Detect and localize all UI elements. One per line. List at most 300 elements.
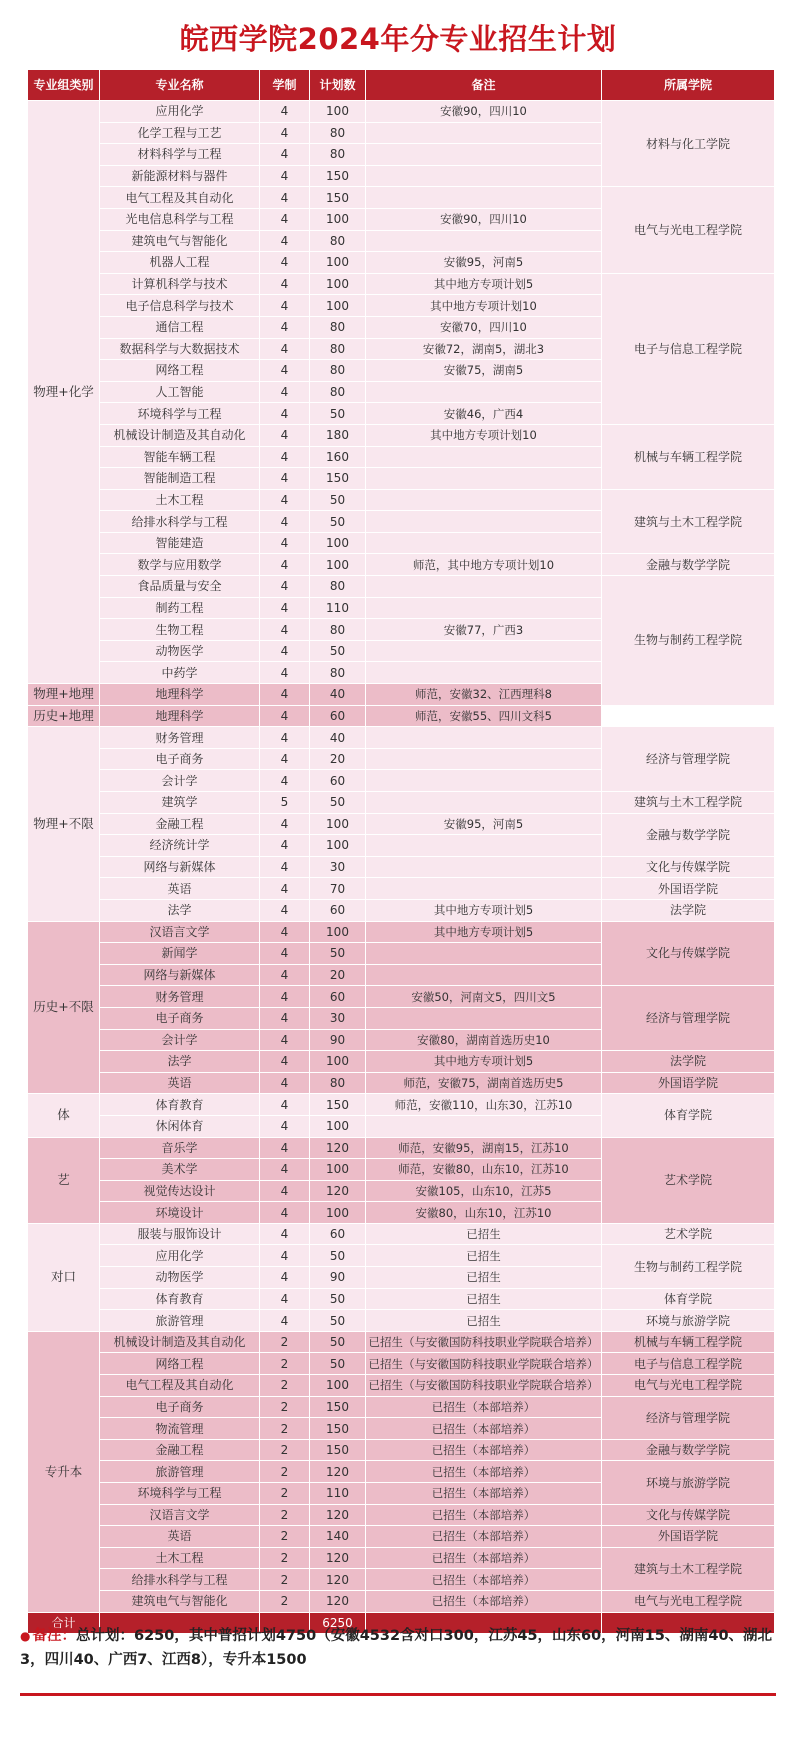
table-row (28, 1223, 775, 1245)
major-name-cell: 机器人工程 (100, 252, 260, 274)
remarks-cell: 已招生（本部培养） (366, 1526, 602, 1548)
college-cell: 金融与数学学院 (602, 554, 775, 576)
table-row (28, 101, 775, 123)
plan-count-cell: 100 (310, 554, 366, 576)
major-name-cell: 动物医学 (100, 640, 260, 662)
header-plan-count: 计划数 (310, 70, 366, 101)
header-remarks: 备注 (366, 70, 602, 101)
remarks-cell (366, 381, 602, 403)
remarks-cell: 师范，安徽80，山东10，江苏10 (366, 1159, 602, 1181)
duration-cell: 4 (260, 813, 310, 835)
remarks-cell: 安徽77，广西3 (366, 619, 602, 641)
duration-cell: 4 (260, 597, 310, 619)
remarks-cell: 其中地方专项计划5 (366, 1051, 602, 1073)
college-cell: 生物与制药工程学院 (602, 1245, 775, 1288)
table-row (28, 424, 775, 446)
remarks-cell: 安徽80，湖南首选历史10 (366, 1029, 602, 1051)
major-name-cell: 经济统计学 (100, 835, 260, 857)
plan-count-cell: 150 (310, 1396, 366, 1418)
plan-count-cell: 70 (310, 878, 366, 900)
remarks-cell (366, 1007, 602, 1029)
remarks-cell: 安徽75，湖南5 (366, 360, 602, 382)
remarks-cell (366, 835, 602, 857)
group-category-cell: 物理+化学 (28, 101, 100, 684)
college-cell: 金融与数学学院 (602, 813, 775, 856)
plan-count-cell: 80 (310, 381, 366, 403)
group-category-cell: 体 (28, 1094, 100, 1137)
enrollment-plan-table (27, 69, 775, 1634)
bottom-divider (20, 1693, 776, 1696)
major-name-cell: 视觉传达设计 (100, 1180, 260, 1202)
table-row (28, 1375, 775, 1397)
plan-count-cell: 100 (310, 1051, 366, 1073)
remarks-cell (366, 856, 602, 878)
major-name-cell: 建筑电气与智能化 (100, 1590, 260, 1612)
remarks-cell (366, 144, 602, 166)
plan-count-cell: 120 (310, 1180, 366, 1202)
major-name-cell: 法学 (100, 899, 260, 921)
remarks-cell: 其中地方专项计划10 (366, 424, 602, 446)
plan-count-cell: 120 (310, 1569, 366, 1591)
duration-cell: 4 (260, 619, 310, 641)
duration-cell: 4 (260, 640, 310, 662)
header-group-category: 专业组类别 (28, 70, 100, 101)
major-name-cell: 英语 (100, 1526, 260, 1548)
remarks-cell (366, 662, 602, 684)
major-name-cell: 中药学 (100, 662, 260, 684)
table-row (28, 1547, 775, 1569)
major-name-cell: 人工智能 (100, 381, 260, 403)
remarks-cell: 安徽90，四川10 (366, 101, 602, 123)
major-name-cell: 智能建造 (100, 532, 260, 554)
college-cell: 电子与信息工程学院 (602, 273, 775, 424)
college-cell: 生物与制药工程学院 (602, 576, 775, 706)
plan-count-cell: 120 (310, 1504, 366, 1526)
duration-cell: 4 (260, 381, 310, 403)
remarks-cell (366, 187, 602, 209)
duration-cell: 2 (260, 1483, 310, 1505)
duration-cell: 2 (260, 1526, 310, 1548)
plan-count-cell: 40 (310, 727, 366, 749)
total-label: 合计 (28, 1612, 100, 1633)
remarks-cell: 安徽50，河南文5，四川文5 (366, 986, 602, 1008)
duration-cell: 4 (260, 1180, 310, 1202)
duration-cell: 4 (260, 1029, 310, 1051)
major-name-cell: 法学 (100, 1051, 260, 1073)
table-row (28, 1504, 775, 1526)
remarks-cell: 师范，安徽32、江西理科8 (366, 684, 602, 706)
duration-cell: 4 (260, 468, 310, 490)
plan-count-cell: 180 (310, 424, 366, 446)
major-name-cell: 环境设计 (100, 1202, 260, 1224)
table-row (28, 1331, 775, 1353)
plan-count-cell: 90 (310, 1267, 366, 1289)
plan-count-cell: 80 (310, 230, 366, 252)
major-name-cell: 电气工程及其自动化 (100, 1375, 260, 1397)
duration-cell: 4 (260, 1245, 310, 1267)
remarks-cell (366, 597, 602, 619)
plan-count-cell: 100 (310, 273, 366, 295)
remarks-cell: 安徽95，河南5 (366, 813, 602, 835)
college-cell: 建筑与土木工程学院 (602, 792, 775, 814)
duration-cell: 4 (260, 899, 310, 921)
plan-count-cell: 100 (310, 208, 366, 230)
remarks-cell (366, 230, 602, 252)
duration-cell: 4 (260, 144, 310, 166)
college-cell: 法学院 (602, 899, 775, 921)
table-row (28, 273, 775, 295)
remarks-cell (366, 878, 602, 900)
plan-count-cell: 50 (310, 792, 366, 814)
college-cell: 法学院 (602, 1051, 775, 1073)
major-name-cell: 应用化学 (100, 1245, 260, 1267)
duration-cell: 4 (260, 532, 310, 554)
college-cell: 经济与管理学院 (602, 986, 775, 1051)
table-row (28, 1072, 775, 1094)
plan-count-cell: 100 (310, 252, 366, 274)
remarks-cell (366, 122, 602, 144)
plan-count-cell: 120 (310, 1590, 366, 1612)
major-name-cell: 动物医学 (100, 1267, 260, 1289)
major-name-cell: 环境科学与工程 (100, 403, 260, 425)
duration-cell: 4 (260, 1202, 310, 1224)
remarks-cell: 已招生 (366, 1267, 602, 1289)
duration-cell: 2 (260, 1353, 310, 1375)
college-cell: 机械与车辆工程学院 (602, 424, 775, 489)
duration-cell: 4 (260, 446, 310, 468)
major-name-cell: 建筑电气与智能化 (100, 230, 260, 252)
footnote-label: 备注： (32, 1628, 76, 1644)
college-cell: 文化与传媒学院 (602, 921, 775, 986)
major-name-cell: 建筑学 (100, 792, 260, 814)
duration-cell: 4 (260, 101, 310, 123)
major-name-cell: 数学与应用数学 (100, 554, 260, 576)
table-row (28, 792, 775, 814)
duration-cell: 4 (260, 122, 310, 144)
remarks-cell (366, 640, 602, 662)
remarks-cell: 已招生（本部培养） (366, 1439, 602, 1461)
major-name-cell: 财务管理 (100, 727, 260, 749)
remarks-cell: 已招生（本部培养） (366, 1569, 602, 1591)
college-cell: 机械与车辆工程学院 (602, 1331, 775, 1353)
college-cell: 体育学院 (602, 1288, 775, 1310)
remarks-cell: 已招生（与安徽国防科技职业学院联合培养） (366, 1353, 602, 1375)
plan-count-cell: 20 (310, 748, 366, 770)
duration-cell: 4 (260, 1223, 310, 1245)
duration-cell: 2 (260, 1569, 310, 1591)
duration-cell: 2 (260, 1590, 310, 1612)
remarks-cell: 已招生（本部培养） (366, 1590, 602, 1612)
table-row (28, 1396, 775, 1418)
major-name-cell: 体育教育 (100, 1094, 260, 1116)
plan-count-cell: 100 (310, 1202, 366, 1224)
table-row (28, 1051, 775, 1073)
major-name-cell: 金融工程 (100, 1439, 260, 1461)
college-cell: 环境与旅游学院 (602, 1310, 775, 1332)
remarks-cell: 安徽105，山东10，江苏5 (366, 1180, 602, 1202)
duration-cell: 4 (260, 316, 310, 338)
bullet-icon: ● (20, 1629, 31, 1643)
plan-count-cell: 40 (310, 684, 366, 706)
college-cell: 材料与化工学院 (602, 101, 775, 187)
plan-count-cell: 80 (310, 316, 366, 338)
major-name-cell: 物流管理 (100, 1418, 260, 1440)
plan-count-cell: 30 (310, 1007, 366, 1029)
major-name-cell: 机械设计制造及其自动化 (100, 424, 260, 446)
duration-cell: 4 (260, 1007, 310, 1029)
remarks-cell: 安徽72，湖南5，湖北3 (366, 338, 602, 360)
table-body (28, 101, 775, 1613)
duration-cell: 4 (260, 1137, 310, 1159)
plan-count-cell: 50 (310, 511, 366, 533)
major-name-cell: 音乐学 (100, 1137, 260, 1159)
table-header-row (28, 70, 775, 101)
plan-count-cell: 120 (310, 1137, 366, 1159)
college-cell: 艺术学院 (602, 1137, 775, 1223)
college-cell: 电子与信息工程学院 (602, 1353, 775, 1375)
table-row (28, 489, 775, 511)
college-cell: 外国语学院 (602, 1526, 775, 1548)
major-name-cell: 英语 (100, 878, 260, 900)
duration-cell: 2 (260, 1461, 310, 1483)
duration-cell: 4 (260, 1159, 310, 1181)
duration-cell: 4 (260, 1310, 310, 1332)
plan-count-cell: 110 (310, 1483, 366, 1505)
remarks-cell: 已招生 (366, 1288, 602, 1310)
plan-count-cell: 60 (310, 899, 366, 921)
duration-cell: 4 (260, 705, 310, 727)
remarks-cell (366, 489, 602, 511)
remarks-cell: 安徽70，四川10 (366, 316, 602, 338)
remarks-cell (366, 165, 602, 187)
remarks-cell: 师范，安徽95，湖南15，江苏10 (366, 1137, 602, 1159)
header-duration: 学制 (260, 70, 310, 101)
college-cell: 环境与旅游学院 (602, 1461, 775, 1504)
plan-count-cell: 100 (310, 532, 366, 554)
major-name-cell: 汉语言文学 (100, 1504, 260, 1526)
major-name-cell: 制药工程 (100, 597, 260, 619)
plan-count-cell: 110 (310, 597, 366, 619)
plan-count-cell: 100 (310, 1115, 366, 1137)
major-name-cell: 食品质量与安全 (100, 576, 260, 598)
remarks-cell (366, 468, 602, 490)
table-row (28, 1461, 775, 1483)
duration-cell: 4 (260, 230, 310, 252)
remarks-cell: 已招生（本部培养） (366, 1504, 602, 1526)
major-name-cell: 会计学 (100, 770, 260, 792)
duration-cell: 2 (260, 1418, 310, 1440)
group-category-cell: 艺 (28, 1137, 100, 1223)
remarks-cell: 已招生（本部培养） (366, 1547, 602, 1569)
plan-count-cell: 150 (310, 165, 366, 187)
major-name-cell: 给排水科学与工程 (100, 511, 260, 533)
major-name-cell: 美术学 (100, 1159, 260, 1181)
remarks-cell: 已招生（本部培养） (366, 1418, 602, 1440)
major-name-cell: 环境科学与工程 (100, 1483, 260, 1505)
table-row (28, 878, 775, 900)
footnote (20, 1624, 780, 1672)
duration-cell: 5 (260, 792, 310, 814)
table-row (28, 1310, 775, 1332)
remarks-cell (366, 748, 602, 770)
plan-count-cell: 150 (310, 468, 366, 490)
major-name-cell: 网络工程 (100, 1353, 260, 1375)
major-name-cell: 材料科学与工程 (100, 144, 260, 166)
duration-cell: 2 (260, 1331, 310, 1353)
major-name-cell: 体育教育 (100, 1288, 260, 1310)
major-name-cell: 旅游管理 (100, 1461, 260, 1483)
plan-count-cell: 140 (310, 1526, 366, 1548)
major-name-cell: 数据科学与大数据技术 (100, 338, 260, 360)
table-row (28, 1353, 775, 1375)
major-name-cell: 金融工程 (100, 813, 260, 835)
duration-cell: 4 (260, 1051, 310, 1073)
plan-count-cell: 100 (310, 835, 366, 857)
remarks-cell (366, 532, 602, 554)
table-row (28, 554, 775, 576)
plan-count-cell: 50 (310, 489, 366, 511)
plan-count-cell: 50 (310, 403, 366, 425)
duration-cell: 4 (260, 1267, 310, 1289)
college-cell: 体育学院 (602, 1094, 775, 1137)
plan-count-cell: 80 (310, 1072, 366, 1094)
table-row (28, 1526, 775, 1548)
header-college: 所属学院 (602, 70, 775, 101)
remarks-cell: 已招生（本部培养） (366, 1396, 602, 1418)
major-name-cell: 英语 (100, 1072, 260, 1094)
major-name-cell: 旅游管理 (100, 1310, 260, 1332)
plan-count-cell: 60 (310, 705, 366, 727)
duration-cell: 4 (260, 748, 310, 770)
duration-cell: 4 (260, 1115, 310, 1137)
duration-cell: 2 (260, 1375, 310, 1397)
plan-count-cell: 120 (310, 1547, 366, 1569)
duration-cell: 4 (260, 835, 310, 857)
remarks-cell (366, 446, 602, 468)
remarks-cell: 师范，其中地方专项计划10 (366, 554, 602, 576)
plan-count-cell: 50 (310, 1331, 366, 1353)
group-category-cell: 专升本 (28, 1331, 100, 1612)
duration-cell: 4 (260, 986, 310, 1008)
header-major-name: 专业名称 (100, 70, 260, 101)
table-row (28, 705, 775, 727)
major-name-cell: 光电信息科学与工程 (100, 208, 260, 230)
plan-count-cell: 50 (310, 943, 366, 965)
duration-cell: 4 (260, 1094, 310, 1116)
remarks-cell (366, 576, 602, 598)
duration-cell: 4 (260, 1288, 310, 1310)
major-name-cell: 电气工程及其自动化 (100, 187, 260, 209)
major-name-cell: 生物工程 (100, 619, 260, 641)
plan-count-cell: 60 (310, 1223, 366, 1245)
remarks-cell: 已招生（本部培养） (366, 1461, 602, 1483)
table-row (28, 856, 775, 878)
table-row (28, 1245, 775, 1267)
group-category-cell: 物理+不限 (28, 727, 100, 921)
duration-cell: 4 (260, 252, 310, 274)
remarks-cell: 师范，安徽75，湖南首选历史5 (366, 1072, 602, 1094)
major-name-cell: 电子商务 (100, 1396, 260, 1418)
major-name-cell: 土木工程 (100, 489, 260, 511)
duration-cell: 4 (260, 921, 310, 943)
college-cell: 文化与传媒学院 (602, 1504, 775, 1526)
plan-count-cell: 80 (310, 144, 366, 166)
remarks-cell: 安徽80，山东10，江苏10 (366, 1202, 602, 1224)
major-name-cell: 计算机科学与技术 (100, 273, 260, 295)
remarks-cell: 其中地方专项计划5 (366, 273, 602, 295)
duration-cell: 4 (260, 489, 310, 511)
college-cell: 电气与光电工程学院 (602, 1375, 775, 1397)
remarks-cell: 已招生 (366, 1223, 602, 1245)
major-name-cell: 汉语言文学 (100, 921, 260, 943)
remarks-cell (366, 1115, 602, 1137)
major-name-cell: 财务管理 (100, 986, 260, 1008)
table-row (28, 576, 775, 598)
duration-cell: 4 (260, 576, 310, 598)
major-name-cell: 智能车辆工程 (100, 446, 260, 468)
plan-count-cell: 100 (310, 921, 366, 943)
major-name-cell: 服装与服饰设计 (100, 1223, 260, 1245)
plan-count-cell: 100 (310, 295, 366, 317)
table-row (28, 899, 775, 921)
plan-count-cell: 50 (310, 1353, 366, 1375)
remarks-cell: 已招生（与安徽国防科技职业学院联合培养） (366, 1375, 602, 1397)
college-cell: 经济与管理学院 (602, 727, 775, 792)
table-row (28, 1137, 775, 1159)
plan-count-cell: 80 (310, 662, 366, 684)
remarks-cell: 其中地方专项计划5 (366, 899, 602, 921)
major-name-cell: 化学工程与工艺 (100, 122, 260, 144)
plan-count-cell: 100 (310, 1375, 366, 1397)
duration-cell: 4 (260, 165, 310, 187)
group-category-cell: 物理+地理 (28, 684, 100, 706)
remarks-cell: 已招生（本部培养） (366, 1483, 602, 1505)
remarks-cell (366, 770, 602, 792)
duration-cell: 4 (260, 878, 310, 900)
remarks-cell: 师范，安徽55、四川文科5 (366, 705, 602, 727)
plan-count-cell: 80 (310, 360, 366, 382)
plan-count-cell: 30 (310, 856, 366, 878)
college-cell: 建筑与土木工程学院 (602, 1547, 775, 1590)
duration-cell: 2 (260, 1547, 310, 1569)
duration-cell: 4 (260, 943, 310, 965)
plan-count-cell: 150 (310, 1094, 366, 1116)
major-name-cell: 智能制造工程 (100, 468, 260, 490)
plan-count-cell: 60 (310, 986, 366, 1008)
duration-cell: 4 (260, 856, 310, 878)
plan-count-cell: 50 (310, 640, 366, 662)
table-row (28, 1590, 775, 1612)
plan-count-cell: 20 (310, 964, 366, 986)
plan-count-cell: 80 (310, 619, 366, 641)
plan-count-cell: 100 (310, 101, 366, 123)
remarks-cell: 已招生（与安徽国防科技职业学院联合培养） (366, 1331, 602, 1353)
college-cell: 电气与光电工程学院 (602, 187, 775, 273)
major-name-cell: 地理科学 (100, 705, 260, 727)
remarks-cell (366, 727, 602, 749)
group-category-cell: 历史+地理 (28, 705, 100, 727)
duration-cell: 4 (260, 770, 310, 792)
remarks-cell: 其中地方专项计划5 (366, 921, 602, 943)
major-name-cell: 电子信息科学与技术 (100, 295, 260, 317)
duration-cell: 4 (260, 187, 310, 209)
major-name-cell: 土木工程 (100, 1547, 260, 1569)
major-name-cell: 新闻学 (100, 943, 260, 965)
major-name-cell: 网络与新媒体 (100, 856, 260, 878)
major-name-cell: 通信工程 (100, 316, 260, 338)
duration-cell: 4 (260, 338, 310, 360)
page-title: 皖西学院2024年分专业招生计划 (179, 21, 617, 56)
